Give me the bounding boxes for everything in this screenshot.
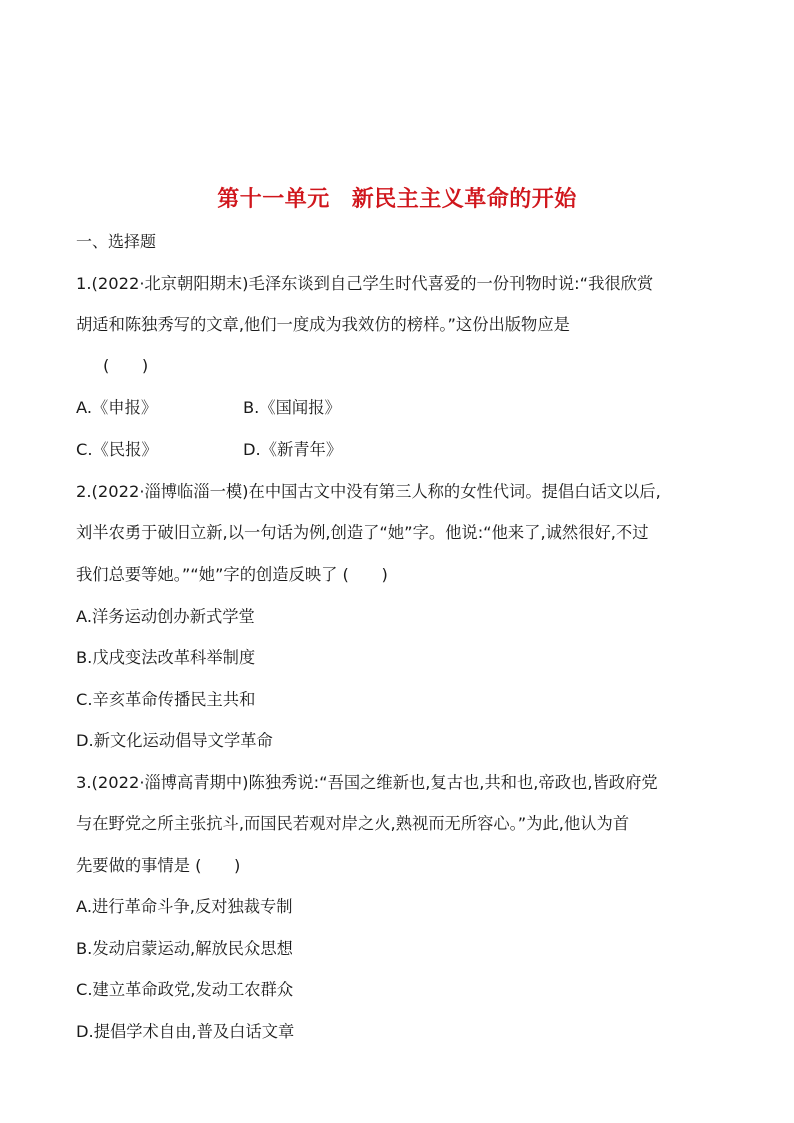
- question-2-line-2: 刘半农勇于破旧立新,以一句话为例,创造了“她”字。他说:“他来了,诚然很好,不过: [76, 523, 649, 542]
- unit-number: 第十一单元: [217, 187, 330, 212]
- question-2-option-a: A.洋务运动创办新式学堂: [76, 607, 255, 626]
- question-1-line-2: 胡适和陈独秀写的文章,他们一度成为我效仿的榜样。”这份出版物应是: [76, 315, 570, 334]
- question-3-option-d: D.提倡学术自由,普及白话文章: [76, 1022, 295, 1041]
- question-3-option-a: A.进行革命斗争,反对独裁专制: [76, 897, 293, 916]
- question-3-line-3: 先要做的事情是 ( ): [76, 856, 241, 875]
- section-heading: 一、选择题: [76, 232, 157, 251]
- question-1-line-1: 1.(2022·北京朝阳期末)毛泽东谈到自己学生时代喜爱的一份刊物时说:“我很欣赏: [76, 274, 654, 293]
- question-1-answer-blank: ( ): [103, 356, 149, 375]
- question-2-option-d: D.新文化运动倡导文学革命: [76, 731, 273, 750]
- question-1-option-b: B.《国闻报》: [243, 398, 341, 417]
- unit-name: 新民主主义革命的开始: [351, 187, 577, 212]
- question-3-line-1: 3.(2022·淄博高青期中)陈独秀说:“吾国之维新也,复古也,共和也,帝政也,皆政府党: [76, 773, 658, 792]
- question-1-option-d: D.《新青年》: [243, 440, 343, 459]
- question-3-option-c: C.建立革命政党,发动工农群众: [76, 980, 294, 999]
- question-3-line-2: 与在野党之所主张抗斗,而国民若观对岸之火,熟视而无所容心。”为此,他认为首: [76, 814, 630, 833]
- question-2-line-3: 我们总要等她。”“她”字的创造反映了 ( ): [76, 565, 388, 584]
- question-3-option-b: B.发动启蒙运动,解放民众思想: [76, 939, 293, 958]
- question-1-option-a: A.《申报》: [76, 398, 158, 417]
- question-2-option-c: C.辛亥革命传播民主共和: [76, 690, 256, 709]
- page-title: [0, 184, 794, 216]
- question-2-line-1: 2.(2022·淄博临淄一模)在中国古文中没有第三人称的女性代词。提倡白话文以后,: [76, 482, 661, 501]
- question-1-option-c: C.《民报》: [76, 440, 158, 459]
- question-2-option-b: B.戊戌变法改革科举制度: [76, 648, 256, 667]
